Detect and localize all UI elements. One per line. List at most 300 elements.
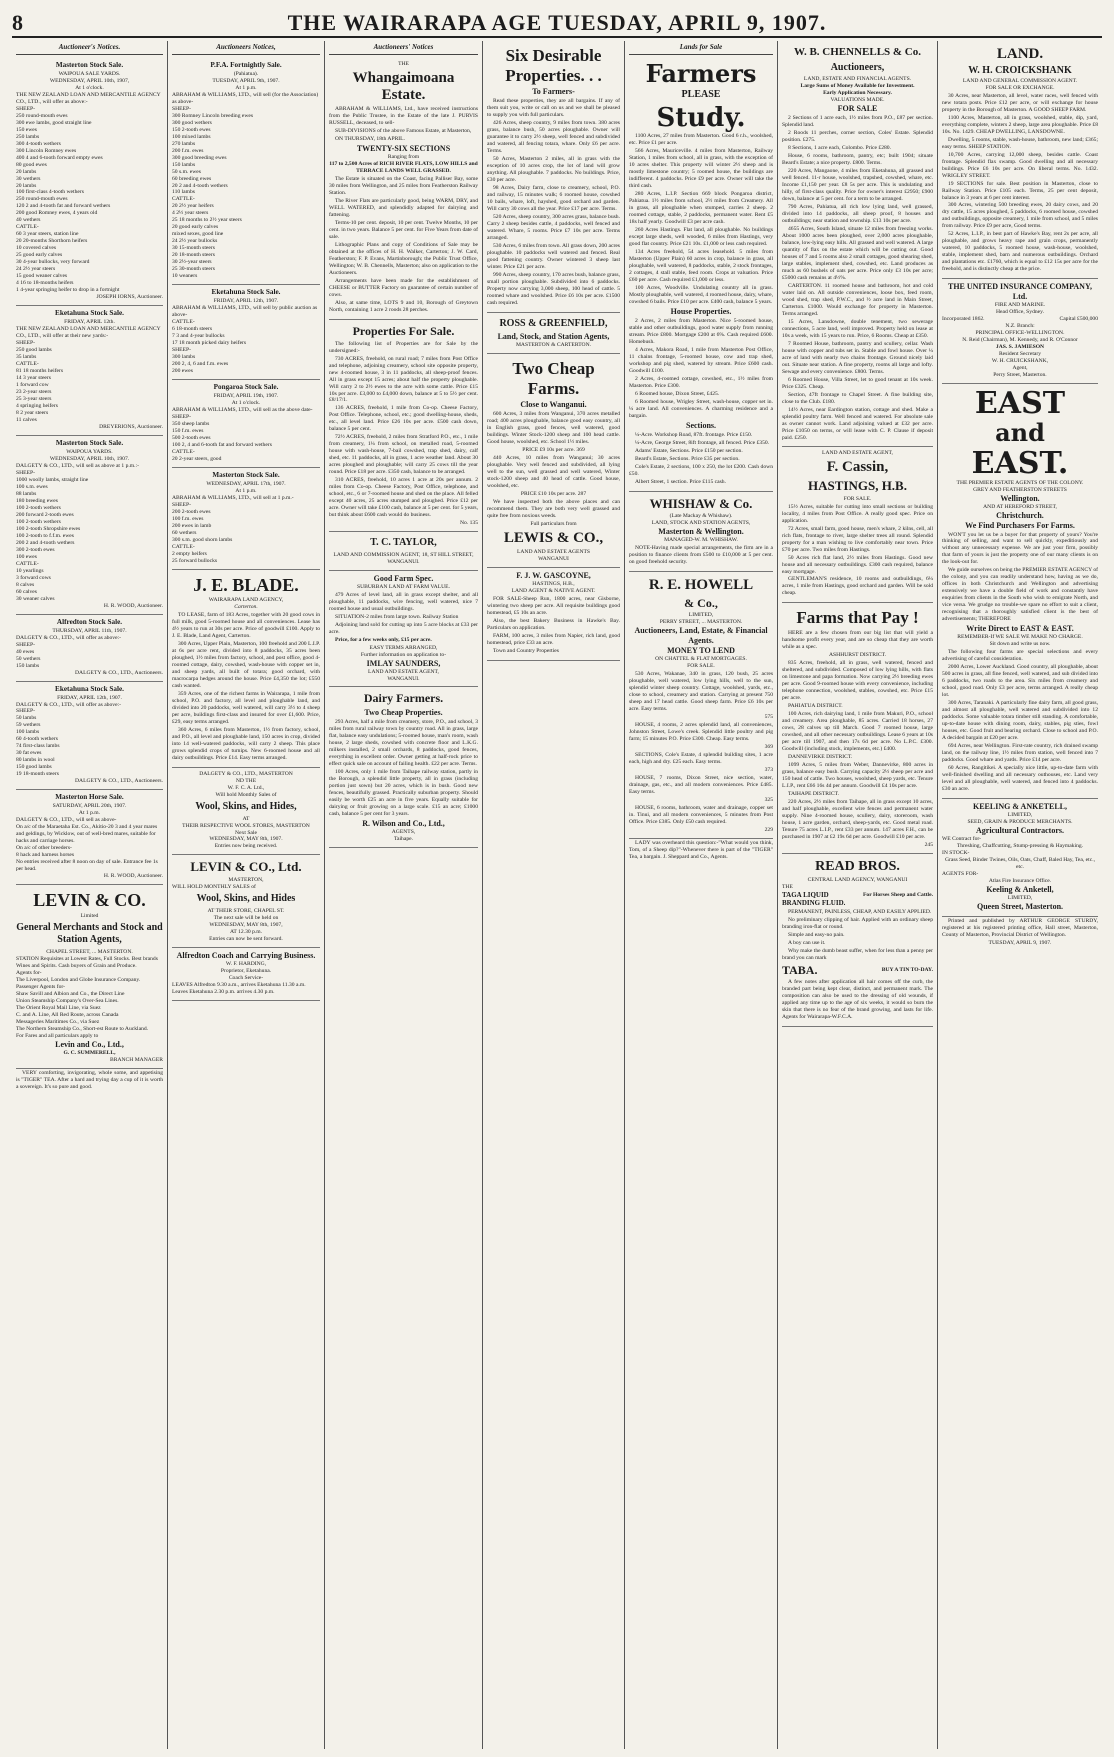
text-line: 20 good early calves	[172, 224, 219, 231]
text-line: 60 breeding ewes	[172, 175, 212, 182]
text-line: 200 2 and 4-tooth wethers	[16, 539, 75, 546]
text-line: 80 lambs in wool	[16, 757, 55, 764]
text-line: 20 lambs	[16, 168, 37, 175]
text-line: 2000 Acres, Lower Auckland. Good country, all ploughable, about 500 acres in grass, all fine fenced, well watered, and sub divided into 6 paddocks, two roads to the area. Six miles from creamery and school, good road. Only £3 per acre, terms arranged. A really cheap lot.	[942, 664, 1098, 699]
text-line: 694 Acres, near Wellington. First-rate country, rich drained swamp land, on the railway line, 1½ miles from station, well fenced into 7 paddocks. Good whare and yards. Price £14 per acre.	[942, 743, 1098, 764]
text-line: mixed sexes, good line	[172, 231, 224, 238]
text-line: 350 sheep lambs	[172, 421, 210, 428]
taylor-ad: T. C. TAYLOR, LAND AND COMMISSION AGENT, 18, ST HILL STREET, WANGANUI.	[329, 532, 478, 570]
text-line: 10,700 Acres, carrying 12,000 sheep, besides cattle. Coast frontage. Splendid flax swamp. Good dwelling and all necessary buildings. Price £6 10s per acre. On liberal terms. No. 1432. WRIGLEY STREET.	[942, 151, 1098, 179]
text-line: 50 wethers	[16, 655, 41, 662]
text-line: DALGETY & CO., LTD., will offer as above:-	[16, 701, 121, 708]
text-line: SHEEP-	[16, 105, 35, 112]
text-line: Lithographic Plans and copy of Conditions of Sale may be obtained at the offices of H. H. Walker, Carterton; J. W. Card, Featherston; F. P. Evans, Martinborough; the Public Trust Office, Wellington; W. B. Chennells, Masterton; also on application to the Auctioneers.	[329, 241, 478, 276]
text-line: 10 weaners	[172, 273, 198, 280]
text-line: 300 Romney Lincoln breeding ewes	[172, 112, 254, 119]
text-line: SHEEP-	[16, 708, 35, 715]
farmers-please-study: Farmers PLEASE Study. 1100 Acres, 27 miles from Masterton. Good 6 r.h., woolshed, etc. Price £1 per acre. 566 Acres, Mauriceville. 4 miles from Masterton, Railway Station, 1 miles from school, all in grass, with the exception of 10 acres shelter. This property will winter 2½ sheep and is mostly limestone country; 5 roomed house, the buildings are indifferent. 4 paddocks. Price £9 per acre. Owner will take the third cash. 280 Acres, L.I.P. Section 669 block Pongaroa district, Pahiatua. 1½ miles from school, 2½ miles from Creamery. All in grass, all ploughable when stumped, carries 2 sheep. 2 roomed cottage, stable, 2 paddocks, permanent water. Rent £5 18s half yearly. Goodwill £3 per acre cash. 260 Acres Hastings. Flat land, all ploughable. No buildings except large sheds, well wooded, 6 miles from Hastings, very good flat country. Price £21 10s. £1,000 or less cash required. 134 Acres freehold, 54 acres leasehold. 5 miles from Masterton (Upper Plain) 60 acres in crop, balance in grass, all ploughable, well watered, 8 paddocks, stable, 2 stock frontages, 2 cottages, 4 stall stable, feed room. Crops at valuation. Price £60 per acre. Cash required £1,000 or less. 100 Acres, Woodville. Undulating country all in grass. Mostly ploughable, well watered, 4 roomed house, dairy, whare, cowshed 6 bails. Price £10 per acre. £400 cash, balance 5 years. House Properties. 2 Acres, 2 miles from Masterton. Nice 5-roomed house, stable and other outbuildings, good water supply from running stream. Price £800. Mortgage £200 at 6%. Cash required £600. Homebush. 4 Acres, Makora Road, 1 mile from Masterton Post Office, 11 chains frontage, 5-roomed house, cow and trap shed, workshop and pig shed, watered by stream. Price £600 cash. Goodwill £100. 2 Acres, 4-roomed cottage, cowshed, etc., 1½ miles from Masterton. Price £300. 6 Roomed house, Dixon Street, £425. 6 Roomed house, Wrigley Street, wash-house, copper set in. ¼ acre land. All conveniences. A charming residence and a bargain. Sections. ¼-Acre. Workshop Road, 87ft. frontage. Price £150. ¼-Acre, George Street, 8ift frontage, all fenced. Price £350. Adams' Estate, Sections. Price £150 per section. Beard's Estate, Sections. Price £35 per section. Cole's Estate, 2 sections, 100 x 250, the lot £200. Cash down £50. Albert Street, 1 section. Price £115 cash.	[629, 58, 773, 492]
text-line: CARTERTON. 11 roomed house and bathroom, hot and cold water laid on. All outside conveniences, loose box, feed room, wood shed, trap shed, P.W.C., and ½ acre land in Main Street, Carterton. £1000. Would exchange for property in Masterton. Terms arranged.	[782, 282, 933, 317]
text-line: HOUSE, 6 rooms, bathroom, water and drainage, copper set in. Tinui, and all modern conveniences, 5 minutes from Post Office. Price £385. Only £50 cash required.	[629, 805, 773, 826]
text-line: 300 Acres, wintering 500 breeding ewes, 20 dairy cows, and 20 dry cattle, 15 acres ploughed, 5 paddocks, 6 roomed house, cowshed and outbuildings, opposite creamery, 1 mile from school, and 5 miles from railway. Price £9 per acre, Good terms.	[942, 202, 1098, 230]
alfredton-stock-sale: Alfredton Stock Sale. THURSDAY, APRIL 11th, 1907. DALGETY & CO., LTD., will offer as above:- SHEEP- 40 ewes 50 wethers 150 lambs DALGETY & CO., LTD., Auctioneers.	[16, 615, 163, 682]
text-line: SHEEP-	[16, 641, 35, 648]
text-line: Passenger Agents for-	[16, 983, 65, 990]
text-line: 200 2, 4, 6 and f.m. ewes	[172, 361, 229, 368]
text-line: HOUSE, 4 rooms, 2 acres splendid land, all conveniences, Johnston Street, Lowe's creek. Splendid little poultry and pig farm; 15 minutes P.O. Price £300. Cheap. Easy terms.	[629, 722, 773, 743]
text-line: 60 Acres, Rangitikei. A specially nice little, up-to-date farm with well-finished dwelling and all necessary outhouses, etc. Land very level and all ploughable, well watered, and fenced into 4 paddocks. £30 an acre.	[942, 765, 1098, 792]
text-line: CATTLE-	[16, 361, 39, 368]
text-line: PAHIATUA DISTRICT.	[788, 702, 843, 709]
gascoyne-ad: F. J. W. GASCOYNE, HASTINGS, H.B., LAND AGENT & NATIVE AGENT. FOR SALE-Sheep Run, 1800 acres, near Gisborne, wintering two sheep per acre. All requisite buildings good homestead, £5 10s an acre. Also, the best Bakery Business in Hawke's Bay. Particulars on application. FARM, 100 acres, 3 miles from Napier, rich land, good homestead, price £33 an acre. Town and Country Properties	[487, 568, 620, 661]
text-line: The Northern Steamship Co., Short-est Route to Auckland.	[16, 1025, 149, 1032]
text-line: 300 s.m. good shorn lambs	[172, 536, 233, 543]
howell-ad: R. E. HOWELL & Co., LIMITED, PERRY STREET, ... MASTERTON. Auctioneers, Land, Estate, & Financial Agents. MONEY TO LEND ON CHATTEL & FLAT MORTGAGES. FOR SALE. 530 Acres, Wakanae, 340 in grass, 120 bush, 25 acres ploughable, well watered, low lying hills, well to the sun, splendid winter sheep country. Cottage, woolshed, yards, etc., close to school, creamery and station. Carrying at present 750 sheep and 17 head cattle. Good sheep farm. Price £6 10s per acre. Easy terms. 575 HOUSE, 4 rooms, 2 acres splendid land, all conveniences, Johnston Street, Lowe's creek. Splendid little poultry and pig farm; 15 minutes P.O. Price £300. Cheap. Easy terms. 369 SECTIONS, Cole's Estate, 4 splendid building sites, 1 acre each, high and dry. £25 each. Easy terms. 373 HOUSE, 7 rooms, Dixon Street, nice section, water, drainage, gas, etc., and all modern conveniences. Price £485. Easy terms. 325 HOUSE, 6 rooms, bathroom, water and drainage, copper set in. Tinui, and all modern conveniences, 5 minutes from Post Office. Price £385. Only £50 cash required. 229	[629, 572, 773, 839]
text-line: 2 Sections of 1 acre each, 1½ miles from P.O., £87 per section. Splendid land.	[782, 115, 933, 129]
text-line: THE NEW ZEALAND LOAN AND MERCANTILE AGENCY CO., LTD., will offer at their new yards:-	[16, 326, 161, 340]
text-line: SHEEP-	[172, 414, 191, 421]
text-line: 10 covered calves	[16, 245, 57, 252]
text-line: 300 Lincoln Romney ewes	[16, 147, 77, 154]
page-number: 8	[12, 10, 23, 35]
text-line: 2 empty heifers	[172, 550, 207, 557]
text-line: Agents for-	[16, 969, 42, 976]
text-line: DALGETY & CO., LTD., will sell as above at 1 p.m.:-	[16, 462, 139, 469]
text-line: 300 good wethers	[172, 119, 212, 126]
imprint-date: TUESDAY, APRIL 9, 1907.	[988, 939, 1052, 946]
text-line: 1 forward cow	[16, 382, 49, 389]
text-line: 150 f.m. ewes	[172, 428, 204, 435]
text-line: 35 lambs	[16, 354, 37, 361]
text-line: 30 wethers	[16, 175, 41, 182]
text-line: 790 Acres, Pahiatua, all rich low lying land, well grassed, divided into 14 paddocks, all sheep proof, 8 houses and outbuildings; near station and township. £13 10s per acre.	[782, 204, 933, 224]
text-line: Simple and easy-no pain.	[788, 932, 845, 939]
text-line: 300 4-tooth wethers	[16, 140, 61, 147]
text-line: 60 wethers	[172, 529, 197, 536]
text-line: 40 ewes	[16, 648, 35, 655]
dalgety-wool-sales: DALGETY & CO., LTD., MASTERTON ND THE W. F. C. A. Ltd., Will hold Monthly Sales of Wool, Skins, and Hides, AT THEIR RESPECTIVE WOOL STORES, MASTERTON Next Sale WEDNESDAY, MAY 8th, 1907. Entries now being received.	[172, 768, 320, 855]
text-line: ND THE	[235, 778, 257, 785]
text-line: 20 20-months Shorthorn heifers	[16, 238, 88, 245]
text-line: TO LEASE, farm of 183 Acres, together with 20 good cows in full milk, good 5-roomed house and all conveniences. Lease has 4½ years to run at 30s per acre. Price of goodwill £100. Apply to J. E. Blade, Land Agent, Carterton.	[172, 612, 320, 640]
text-line: 200 2-tooth ewes	[172, 508, 211, 515]
text-line: 835 Acres, freehold, all in grass, well watered, fenced and sheltered, and subdivided. Composed of low lying hills, with flats on limestone and papa formation. Now carrying 2½ breeding ewes per acre. Good 9-roomed house with every convenience, including telephone connection, woolshed, stables, cowshed, etc. Price £15 per acre.	[782, 659, 933, 701]
text-line: 100 first-class 4-tooth wethers	[16, 189, 84, 196]
text-line: The Liverpool, London and Globe Insurance Company.	[16, 976, 141, 983]
text-line: 40 wethers	[16, 217, 41, 224]
masterton-stock-sale: Masterton Stock Sale. WAIPOUA SALE YARDS. WEDNESDAY, APRIL 10th, 1907, At 1 o'clock. THE NEW ZEALAND LOAN AND MERCANTILE AGENCY CO., LTD., will offer as above:- SHEEP- 250 round-mouth ewes 300 ewe lambs, good straight line 150 ewes 250 lambs 300 4-tooth wethers 300 Lincoln Romney ewes 400 4 and 6-tooth forward empty ewes 80 good ewes 20 lambs 30 wethers 20 lambs 100 first-class 4-tooth wethers 250 round-mouth ewes 120 2 and 4-tooth fat and forward wethers 200 good Romney ewes, 4 years old 40 wethers CATTLE- 60 3 year steers, station line 20 20-months Shorthorn heifers 10 covered calves 25 good early calves 30 4-year bullocks, very forward 24 2½ year steers 15 good weaner calves 4 16 to 18-months heifers 1 4-year springing heifer to drop in a fortnight JOSEPH IORNS, Auctioneer.	[16, 58, 163, 306]
columns	[12, 41, 1102, 1749]
text-line: 7 3 and 4-year bullocks	[172, 333, 225, 340]
coach-service: Alfredton Coach and Carrying Business. W. F. HARDING, Proprietor, Eketahuna. Coach Service- LEAVES Alfredton 9.30 a.m., arrives Eketahuna 11.30 a.m. Leaves Eketahuna 2.30 p.m. arrives 4.30 p.m.	[172, 948, 320, 1001]
text-line: 1100 Acres, Masterton, all in grass, woolshed, stable, dip, yard, everything complete, winters 2 sheep, large area ploughable. Price £8 10s. No. 1429. CHEAP DWELLING, LANSDOWNE.	[942, 114, 1098, 135]
text-line: 300 Acres, Taranaki. A particularly fine dairy farm, all good grass, and almost all ploughable, well watered and subdivided into 12 paddocks. Some valuable totara timber still standing. A comfortable, up-to-date house with dining room, dairy, stables, pig sties, fowl houses, etc. Good fruit and bearing orchard. Close to school and P.O. A decided bargain at £20 per acre.	[942, 700, 1098, 742]
text-line: 730 ACRES, freehold, on rural road; 7 miles from Post Office and telephone, adjoining creamery, school site opposite property, new 4-roomed house, 3 in 11 paddocks, all sheep-proof fences. All in grass except 15 acres; about half the property ploughable. Will carry 2 to 2½ ewes to the acre with some cattle. Price £15 10s per acre. £3,000 to £4,000 down, balance at 5 to 5½ per cent. £8/17/1.	[329, 355, 478, 404]
text-line: 200 forward 2-tooth ewes	[16, 511, 74, 518]
text-line: 14½ Acres, near Eardington station, cottage and shed. Make a splendid poultry farm. Well fenced and watered. For absolute sale as owner cannot work. Land adjoining valued at £32 per acre. Price £1050 on terms, or will lease with C. P. Clause if deposit paid. £250.	[782, 406, 933, 441]
text-line: SHEEP-	[172, 501, 191, 508]
text-line: 74 first-class lambs	[16, 743, 60, 750]
text-line: 136 ACRES, freehold, 1 mile from Co-op. Cheese Factory, Post Office. Telephone, school, etc.; good dwelling-house, sheds, etc., all level land. Price £26 10s per acre. £500 cash down, balance 5 per cent.	[329, 405, 478, 433]
text-line: PERMANENT, PAINLESS, CHEAP, AND EASILY APPLIED.	[788, 909, 932, 916]
cassin-ad: LAND AND ESTATE AGENT, F. Cassin, HASTINGS, H.B. FOR SALE. 15½ Acres, suitable for cutting into small sections or building locality, 4 miles from Post Office. A really good spec. Price on application. 72 Acres, small farm, good house, men's whare, 2 kilns, cell, all rich flats, frontage to river, large shelter trees all round. Splendid property for a man wishing to live comfortably near town. Price £70 per acre. Two miles from Hastings. 50 Acres rich flat land, 2½ miles from Hastings. Good new house and all necessary outbuildings. £300 cash required, balance easy mortgage. GENTLEMAN'S residence, 10 rooms and outbuildings, 6¼ acres, 1 mile from Hastings, good orchard and garden. Will be sold cheap.	[782, 447, 933, 603]
text-line: 100 2-tooth wethers	[16, 504, 61, 511]
text-line: 52 Acres, L.I.P., in best part of Hawke's Bay, rent 2s per acre, all ploughable, and grows heavy rape and grain crops, permanently watered, 10 paddocks, 5 roomed house, wash-house, woolshed, stable, implement shed, barn and numerous outbuildings. Orchard and plantations etc. £1760, which is equal to £12 15s per acre for the freehold, and is distinctly cheap at the price.	[942, 231, 1098, 273]
text-line: 4 16 to 18-months heifers	[16, 280, 74, 287]
text-line: LEAVES Alfredton 9.30 a.m., arrives Eketahuna 11.30 a.m.	[172, 981, 306, 988]
text-line: 8 calves	[16, 581, 35, 588]
text-line: 100 2, 4 and 6-tooth fat and forward wethers	[172, 442, 272, 448]
text-line: 72 Acres, small farm, good house, men's whare, 2 kilns, cell, all rich flats, frontage to river, large shelter trees all round. Splendid property for a man wishing to live comfortably near town. Price £70 per acre. Two miles from Hastings.	[782, 525, 933, 553]
text-line: 19 18-month steers	[16, 771, 59, 778]
text-line: 6 Roomed House, Villa Street, let to good tenant at 10s week. Price £325. Cheap.	[782, 376, 933, 390]
text-line: 20 lambs	[16, 182, 37, 189]
text-line: CATTLE-	[16, 560, 39, 567]
text-line: 14 3 year steers	[16, 375, 51, 382]
text-line: 100 f.m. ewes	[172, 515, 204, 522]
text-line: 24 2½ year bullocks	[172, 238, 218, 245]
text-line: ¼-Acre, George Street, 8ift frontage, all fenced. Price £350.	[635, 439, 770, 446]
text-line: Adams' Estate, Sections. Price £150 per section.	[635, 447, 743, 454]
text-line: 88 lambs	[16, 490, 37, 497]
text-line: 520 Acres, sheep country, 300 acres grass, balance bush. Carry 2 sheep besides cattle, 4 paddocks, well fenced and watered. Whare, 5 rooms. Price £7 10s per acre. Terms arranged.	[487, 213, 620, 241]
text-line: Union Steamship Company's Over-Sea Lines.	[16, 997, 119, 1004]
text-line: SHEEP-	[172, 347, 191, 354]
text-line: Adjoining land sold for cutting up into 5 acre blocks at £33 per acre.	[329, 621, 478, 635]
column-3	[325, 41, 483, 1749]
text-line: 80 good ewes	[16, 161, 47, 168]
text-line: 360 Acres, 6 miles from Masterton, 1½ from factory, school, and P.O., all level and ploughable land, 150 acres in crop, divided into 14 well-watered paddocks, will carry 2 sheep. This place grows splendid crops of turnips. New 6-roomed house and all dairy outbuildings. Price £14. Easy terms arranged.	[172, 727, 320, 762]
text-line: SUB-DIVISIONS of the above Famous Estate, at Masterton,	[335, 128, 472, 135]
text-line: DALGETY & CO., LTD., will sell as above-	[16, 817, 117, 824]
text-line: 50 lambs	[16, 715, 37, 722]
text-line: 310 ACRES, freehold, 10 acres 1 acre at 20s per annum. 2 miles from Co-op. Cheese Factory, Post Office, telephone, and school, etc., 6 or 7-roomed house and shed on the place. All felled except 40 acres, 25 acres stumped and ploughed. Price £12 per acre. Owner will take £100 cash, balance at 5 per cent. for 5 years, but think about £600 cash would do business.	[329, 477, 478, 519]
text-line: 30 fat ewes	[16, 750, 42, 757]
text-line: 134 Acres freehold, 54 acres leasehold. 5 miles from Masterton (Upper Plain) 60 acres in crop, balance in grass, all ploughable, well watered, 8 paddocks, stable, 2 stock frontages, 2 cottages, 4 stall stable, feed room. Crops at valuation. Price £60 per acre. Cash required £1,000 or less.	[629, 248, 773, 283]
text-line: 100 Acres, rich dairying land, 1 mile from Makuri, P.O., school and creamery. Area ploughable, 85 acres. Carried 18 horses, 27 cows, 28 calves up till March. Good 7 roomed house, large cowshed, and all other necessary outbuildings. Lease 6 years at 10s per acre till 1907, and then 17s 6d per acre. No L.P.C. £300. Goodwill (including stock, implements, etc.) £400.	[782, 710, 933, 752]
text-line: 100 2-tooth Shropshire ewes	[16, 525, 81, 532]
text-line: 270 lambs	[172, 140, 196, 147]
text-line: 280 Acres, L.I.P. Section 669 block Pongaroa district, Pahiatua. 1½ miles from school, 2½ miles from Creamery. All in grass, all ploughable when stumped, carries 2 sheep. 2 roomed cottage, stable, 2 paddocks, permanent water. Rent £5 18s half yearly. Goodwill £3 per acre cash.	[629, 191, 773, 226]
ref-number: 575	[764, 714, 773, 721]
text-line: Also, the best Bakery Business in Hawke's Bay. Particulars on application.	[487, 618, 620, 632]
farms-that-pay: Farms that Pay ! HERE are a few chosen from our big list that will yield a handsome profit every year, and are so cheap that they are worth while as a spec. ASHHURST DISTRICT. 835 Acres, freehold, all in grass, well watered, fenced and sheltered, and subdivided. Composed of low lying hills, with flats on limestone and papa formation. Now carrying 2½ breeding ewes per acre. Good 9-roomed house with every convenience, including telephone connection, woolshed, stables, cowshed, etc. Price £15 per acre. PAHIATUA DISTRICT. 100 Acres, rich dairying land, 1 mile from Makuri, P.O., school and creamery. Area ploughable, 85 acres. Carried 18 horses, 27 cows, 28 calves up till March. Good 7 roomed house, large cowshed, and all other necessary outbuildings. Lease 6 years at 10s per acre till 1907, and then 17s 6d per acre. No L.P.C. £300. Goodwill (including stock, implements, etc.) £400. DANNEVIRKE DISTRICT. 1099 Acres, 5 miles from Weber, Dannevirke, 800 acres in grass, balance easy bush. Carrying capacity 2½ sheep per acre and 150 head of cattle. Two houses, woolshed, sheep yards, etc. Tenure L.I.P., rent £66 16s 4d per annum. Goodwill £4 10s per acre. TAIHAPE DISTRICT. 220 Acres, 2½ miles from Taihape, all in grass except 10 acres, and half ploughable, excellent wire fences and permanent water supply. Nine 4-roomed house, scullery, dairy, storeroom, wash house, 1 acre garden, orchard, sheep-yards, etc. Good metal road. Tenure 75 acres L.I.P., rent £33 per annum. 147 acres F.H., can be purchased in 1907 at £2 19s 6d per acre. Goodwill £10 per acre. 245	[782, 603, 933, 853]
text-line: 30 15-month steers	[172, 245, 215, 252]
text-line: 60 4-tooth wethers	[16, 736, 58, 743]
text-line: 200 ewes	[172, 368, 193, 375]
text-line: C. and A. Line, All Red Route, across Canada	[16, 1011, 119, 1018]
text-line: CATTLE-	[172, 543, 195, 550]
column-header: Auctioneers Notices,	[172, 41, 320, 55]
text-line: DANNEVIRKE DISTRICT.	[788, 753, 853, 760]
text-line: GENTLEMAN'S residence, 10 rooms and outbuildings, 6¼ acres, 1 mile from Hastings, good orchard and garden. Will be sold cheap.	[782, 576, 933, 597]
text-line: 250 round-mouth ewes	[16, 112, 68, 119]
text-line: 180 breeding ewes	[16, 497, 58, 504]
ref-number: 229	[764, 827, 773, 834]
text-line: 30 4-year bullocks, very forward	[16, 259, 90, 266]
text-line: 50 s.m. ewes	[172, 168, 201, 175]
text-line: A boy can use it.	[788, 940, 826, 947]
text-line: 400 4 and 6-tooth forward empty ewes	[16, 154, 103, 161]
two-cheap-farms: Two Cheap Farms. Close to Wanganui. 600 Acres, 3 miles from Wanganui, 370 acres metalled road; 400 acres ploughable, balance good easy country, all in English grass, good fences, well watered, good buildings. Winter Stock-1200 sheep and 100 head cattle. Good house, woolshed, etc. School 1½ miles. PRICE £9 10s per acre. 369 440 Acres, 10 miles from Wanganui; 30 acres ploughable. Very well fenced and subdivided, all lying well to the sun, well grassed and well watered, Winter stock-1200 sheep and 40 head of cattle. Good house, woolshed, etc. PRICE £10 10s per acre. 287 We have inspected both the above places and can recommend them. They are both very well grassed and quite free from noxious weeds. Full particulars from LEWIS & CO., LAND AND ESTATE AGENTS WANGANUI	[487, 354, 620, 568]
text-line: DALGETY & CO., LTD., will offer as above:-	[16, 634, 121, 641]
text-line: SITUATION-2 miles from large town. Railway Station	[335, 613, 459, 620]
text-line: 25 3-year steers	[16, 396, 52, 403]
text-line: 25 30-month steers	[172, 266, 215, 273]
text-line: 100 s.m. ewes	[16, 483, 48, 490]
text-line: 120 2 and 4-tooth fat and forward wethers	[16, 203, 111, 210]
text-line: 100 ewes	[16, 553, 37, 560]
text-line: 4655 Acres, South Island, situate 12 miles from freezing works. About 1000 acres been ploughed, over 2,000 acres ploughable, balance, low-lying easy hills. All grassed and well watered. A large quantity of flax on the estate which will be cutting out. Good houses of 7 and 5 rooms also 2 small cottages, good shearing shed, large stables, implement shed, cowshed, etc. Land produces as much as 60 bushels of oats per acre. Price only £3 10s per acre; £5000 cash remains at 4½%.	[782, 225, 933, 281]
text-line: 1000 woolly lambs, straight line	[16, 476, 89, 483]
text-line: CATTLE-	[16, 224, 39, 231]
text-line: 4 2½ year steers	[172, 210, 209, 217]
text-line: ON THURSDAY, 18th APRIL.	[335, 136, 405, 143]
text-line: FARM, 100 acres, 3 miles from Napier, rich land, good homestead, price £33 an acre.	[487, 633, 620, 647]
text-line: CATTLE-	[172, 319, 195, 326]
text-line: 100 2-tooth wethers	[16, 518, 61, 525]
text-line: 1 4-year springing heifer to drop in a fortnight	[16, 287, 120, 294]
ross-greenfield-ad: ROSS & GREENFIELD, Land, Stock, and Station Agents, MASTERTON & CARTERTON.	[487, 313, 620, 354]
text-line: THE NEW ZEALAND LOAN AND MERCANTILE AGENCY CO., LTD., will offer as above:-	[16, 91, 161, 105]
text-line: 100 Acres, Woodville. Undulating country all in grass. Mostly ploughable, well watered, 4 roomed house, dairy, whare, cowshed 6 bails. Price £10 per acre. £400 cash, balance 5 years.	[629, 284, 773, 305]
text-line: 98 Acres, Dairy farm, close to creamery, school, P.O. and railway, 15 minutes walk; 6 roomed house, cowshed 10 bails, whare, loft, hayshed, good orchard and garden. Will carry 30 cows all the year. Price £17 per acre. Terms.	[487, 184, 620, 212]
text-line: Will hold Monthly Sales of	[215, 792, 277, 799]
text-line: 11 calves	[16, 417, 37, 424]
text-line: 10 yearlings	[16, 567, 44, 574]
text-line: 300 2-tooth ewes	[16, 546, 55, 553]
croickshank-ad: LAND. W. H. CROICKSHANK LAND AND GENERAL COMMISSION AGENT. FOR SALE OR EXCHANGE. 30 Acres, near Masterton, all level, water races, well fenced with new totara posts. Price £12 per acre, or will exchange for house property in the Borough of Masterton. A GOOD SHEEP FARM. 1100 Acres, Masterton, all in grass, woolshed, stable, dip, yard, everything complete, winters 2 sheep, large area ploughable. Price £8 10s. No. 1429. CHEAP DWELLING, LANSDOWNE. Dwelling, 5 rooms, stable, wash-house, bathroom, new land; £365; easy terms. SHEEP STATION. 10,700 Acres, carrying 12,000 sheep, besides cattle. Coast frontage. Splendid flax swamp. Good dwelling and all necessary buildings. Price £6 10s per acre. On liberal terms. No. 1432. WRIGLEY STREET. 19 SECTIONS for sale. Best position in Masterton, close to Railway Station. Price £105 each. Terms, 25 per cent deposit, balance in 3 years at 6 per cent interest. 300 Acres, wintering 500 breeding ewes, 20 dairy cows, and 20 dry cattle, 15 acres ploughed, 5 paddocks, 6 roomed house, cowshed and outbuildings, opposite creamery, 1 mile from school, and 5 miles from railway. Price £9 per acre, Good terms. 52 Acres, L.I.P., in best part of Hawke's Bay, rent 2s per acre, all ploughable, and grows heavy rape and grain crops, permanently watered, 10 paddocks, 5 roomed house, wash-house, woolshed, stable, implement shed, barn and numerous outbuildings. Orchard and plantations etc. £1760, which is equal to £12 15s per acre for the freehold, and is distinctly cheap at the price.	[942, 41, 1098, 279]
text-line: 17 18 month picked dairy heifers	[172, 340, 247, 347]
text-line: 20 2½ year heifers	[172, 203, 214, 210]
text-line: 60 calves	[16, 588, 37, 595]
text-line: ABRAHAM & WILLIAMS, LTD., will sell (for the Association) as above-	[172, 91, 319, 105]
text-line: 2 Roods 11 perches, corner section, Coles' Estate. Splendid position. £275.	[782, 130, 933, 144]
text-line: Also, at same time, LOTS 9 and 10, Borough of Greytown North, containing 1 acre 2 roods 28 perches.	[329, 299, 478, 313]
text-line: ABRAHAM & WILLIAMS, Ltd., have received instructions from the Public Trustee, in the Estate of the late J. PURVIS RUSSELL, deceased, to sell-	[329, 106, 478, 127]
text-line: Section, 47ft frontage to Chapel Street. A fine building site, close to the Club. £180.	[782, 391, 933, 405]
text-line: 2 Acres, 2 miles from Masterton. Nice 5-roomed house, stable and other outbuildings, good water supply from running stream. Price £800. Mortgage £200 at 6%. Cash required £600. Homebush.	[629, 317, 773, 345]
text-line: 250 round-mouth ewes	[16, 196, 68, 203]
text-line: 30 weaner calves	[16, 595, 55, 602]
text-line: 50 Acres rich flat land, 2½ miles from Hastings. Good new house and all necessary outbuildings. £300 cash required, balance easy mortgage.	[782, 554, 933, 575]
tiger-notice: LADY was overheard this question:-"What would you think, Tom, of a Sheep dip?"-Whenever there is part of the "TIGER" Tea, a bargain. J. Sheppard and Co., Agents.	[629, 840, 773, 860]
text-line: 479 Acres of level land, all in grass except shelter, and all ploughable, 11 paddocks, wire fencing, well watered, nice 7 roomed house and usual outbuildings.	[329, 591, 478, 612]
ref-number: 325	[764, 797, 773, 804]
good-farm-spec: Good Farm Spec. SUBURBAN LAND AT FARM VALUE. 479 Acres of level land, all in grass except shelter, and all ploughable, 11 paddocks, wire fencing, well watered, nice 7 roomed house and usual outbuildings. SITUATION-2 miles from large town. Railway Station Adjoining land sold for cutting up into 5 acre blocks at £33 per acre. Price, for a few weeks only, £15 per acre. EASY TERMS ARRANGED, Further information on application to- IMLAY SAUNDERS, LAND AND ESTATE AGENT, WANGANUI.	[329, 571, 478, 688]
text-line: ABRAHAM & WILLIAMS, LTD., will sell as the above date-	[172, 407, 313, 414]
column-header: Auctioneers' Notices	[329, 41, 478, 55]
ref-number: 373	[764, 767, 773, 774]
text-line: 20 2 and 4-tooth wethers	[172, 182, 228, 189]
text-line: 4 springing heifers	[16, 403, 58, 410]
levin-co-ad: LEVIN & CO. Limited General Merchants and Stock and Station Agents, CHAPEL STREET, ... MASTERTON. STATION Requisites at Lowest Rates, Full Stocks. Best brands Wines and Spirits. Cash buyers of Grain and Produce. Agents for- The Liverpool, London and Globe Insurance Company. Passenger Agents for- Shaw Savill and Albion and Co., the Direct Line Union Steamship Company's Over-Sea Lines. The Orient Royal Mail Line, via Suez C. and A. Line, All Red Route, across Canada Messageries Maritimes Co., via Suez The Northern Steamship Co., Short-est Route to Auckland. For Fares and all particulars apply to Levin and Co., Ltd., G. C. SUMMERELL, BRANCH MANAGER	[16, 885, 163, 1068]
text-line: 300 good breeding ewes	[172, 154, 227, 161]
text-line: Dwelling, 5 rooms, stable, wash-house, bathroom, new land; £365; easy terms. SHEEP STATION.	[942, 136, 1098, 150]
text-line: 24 2½ year steers	[16, 266, 56, 273]
text-line: Messageries Maritimes Co., via Suez	[16, 1018, 100, 1025]
blade-ad: J. E. BLADE. WAIRARAPA LAND AGENCY, Carterton. TO LEASE, farm of 183 Acres, together with 20 good cows in full milk, good 5-roomed house and all conveniences. Lease has 4½ years to run at 30s per acre. Price of goodwill £100. Apply to J. E. Blade, Land Agent, Carterton. 300 Acres, Upper Plain, Masterton, 100 freehold and 200 L.I.P. at 6s per acre rent, divided into 8 paddocks, 35 acres been ploughed, 1½ miles from factory, school, and post office, good 4-roomed cottage, dairy, cowshed, wash-house with copper set in, and sheep yards, all built of totara; good orchard, with macrocarpa hedges around the house. Price £4,350 the lot; £550 cash wanted. 359 Acres, one of the richest farms in Wairarapa, 1 mile from school, P.O. and factory, all level and ploughable land, and divided into 20 paddocks, well watered, will carry 3½ to 4 sheep per acre, buildings first-class and insured for over £1,600. Price, £29, easy terms arranged. 360 Acres, 6 miles from Masterton, 1½ from factory, school, and P.O., all level and ploughable land, 150 acres in crop, divided into 14 well-watered paddocks, will carry 2 sheep. This place grows splendid crops of turnips. New 6-roomed house and all dairy outbuildings. Price £14. Easy terms arranged.	[172, 570, 320, 768]
text-line: 150 lambs	[172, 161, 196, 168]
eketahuna-sale: Eketahuna Stock Sale. FRIDAY, APRIL 12th, 1907. ABRAHAM & WILLIAMS, LTD., will sell by public auction as above- CATTLE- 6 18-month steers 7 3 and 4-year bullocks 17 18 month picked dairy heifers SHEEP- 300 lambs 200 2, 4, 6 and f.m. ewes 200 ewes	[172, 285, 320, 380]
text-line: ABRAHAM & WILLIAMS, LTD., will sell at 1 p.m.-	[172, 494, 294, 501]
text-line: 150 2-tooth ewes	[172, 126, 211, 133]
text-line: 81 18 months heifers	[16, 368, 64, 375]
text-line: 25 forward bullocks	[172, 557, 218, 564]
text-line: 100 lambs	[16, 729, 40, 736]
text-line: 200 good Romney ewes, 4 years old	[16, 210, 98, 217]
text-line: Why make the dumb beast suffer, when for less than a penny per brand you can mark	[782, 948, 933, 961]
text-line: FOR SALE-Sheep Run, 1800 acres, near Gisborne, wintering two sheep per acre. All requisite buildings good homestead, £5 10s an acre.	[487, 596, 620, 617]
text-line: 150 good lambs	[16, 764, 52, 771]
masterton-horse-sale: Masterton Horse Sale. SATURDAY, APRIL 20th, 1907. At 1 p.m. DALGETY & CO., LTD., will sell as above- On a/c of the Maraetaha Est. Co., Akitio-20 3 and 4 year mares and geldings, by Wicklow, out of well-bred mares, suitable for hacks and carriage horses. On a/c of other breeders- 8 hack and harness horses No entries received after 8 noon on day of sale. Entrance fee 1s per head. H. R. WOOD, Auctioneer.	[16, 790, 163, 885]
text-line: 220 Acres, Mangaone, 4 miles from Eketahuna, all grassed and well fenced. 11-r house, woolshed, trapshed, cowshed, whare, etc. Income £1,150 per year. £8 5s per acre. This is undulating and hilly, of first-class quality. Price for owner's interest £2950; £900 down, balance at 5 per cent. for a term to be arranged.	[782, 168, 933, 203]
text-line: 100 Acres, only 1 mile from Taihape railway station, partly in the Borough, a splendid little property, all in grass (including portion just sown) but 20 acres, which is in bush. Good new fences, beautifully grassed. Practically suburban property. Should easily be worth £25 an acre in five years. Equally suitable for dairying or fruit growing on a large scale. £15 an acre; £1000 cash, balance 5 per cent for 3 years.	[329, 769, 478, 818]
text-line: 200 f.m. ewes	[172, 147, 204, 154]
text-line: For Fares and all particulars apply to	[16, 1032, 99, 1039]
text-line: 566 Acres, Mauriceville. 4 miles from Masterton, Railway Station, 1 miles from school, all in grass, with the exception of 10 acres shelter. This property will winter 2½ sheep and is mostly limestone country; 5 roomed house, the buildings are indifferent. 4 paddocks. Price £9 per acre. Owner will take the third cash.	[629, 148, 773, 190]
text-line: 530 Acres, 6 miles from town. All grass down, 200 acres ploughable. 10 paddocks well watered and fenced. Real good fattening country. Owner wintered 3 sheep last winter. Price £21 per acre.	[487, 242, 620, 270]
text-line: 1099 Acres, 5 miles from Weber, Dannevirke, 800 acres in grass, balance easy bush. Carrying capacity 2½ sheep per acre and 150 head of cattle. Two houses, woolshed, sheep yards, etc. Tenure L.I.P., rent £66 16s 4d per annum. Goodwill £4 10s per acre.	[782, 761, 933, 789]
text-line: ¼-Acre. Workshop Road, 87ft. frontage. Price £150.	[635, 431, 753, 438]
text-line: 30 Acres, near Masterton, all level, water races, well fenced with new totara posts. Price £12 per acre, or will exchange for house property in the Borough of Masterton. A GOOD SHEEP FARM.	[942, 92, 1098, 113]
text-line: 359 Acres, one of the richest farms in Wairarapa, 1 mile from school, P.O. and factory, all level and ploughable land, and divided into 20 paddocks, well watered, will carry 3½ to 4 sheep per acre, buildings first-class and insured for over £1,600. Price, £29, easy terms arranged.	[172, 691, 320, 726]
text-line: SECTIONS, Cole's Estate, 4 splendid building sites, 1 acre each, high and dry. £25 each. Easy terms.	[629, 752, 773, 766]
text-line: Albert Street, 1 section. Price £115 cash.	[635, 478, 726, 485]
text-line: 150 ewes	[16, 126, 37, 133]
text-line: 150 lambs	[16, 662, 40, 669]
text-line: 6 18-month steers	[172, 326, 213, 333]
text-line: 25 18 months to 2½ year steers	[172, 217, 242, 224]
text-line: Cole's Estate, 2 sections, 100 x 250, the lot £200. Cash down £50.	[629, 463, 773, 477]
text-line: 15½ Acres, suitable for cutting into small sections or building locality, 4 miles from Post Office. A really good spec. Price on application.	[782, 503, 933, 524]
properties-for-sale: Properties For Sale. The following list of Properties are for Sale by the undersigned:- 730 ACRES, freehold, on rural road; 7 miles from Post Office and telephone, adjoining creamery, school site opposite property, new 4-roomed house, 3 in 11 paddocks, all sheep-proof fences. All in grass except 15 acres; about half the property ploughable. Will carry 2 to 2½ ewes to the acre with some cattle. Price £15 10s per acre. £3,000 to £4,000 down, balance at 5 to 5½ per cent. £8/17/1. 136 ACRES, freehold, 1 mile from Co-op. Cheese Factory, Post Office. Telephone, school, etc.; good dwelling-house, sheds, etc., all level land. Price £26 10s per acre. £500 cash down, balance 5 per cent. 72½ ACRES, freehold, 2 miles from Stratford P.O., etc., 1 mile from creamery, 1¼ from school, on metalled road, 5-roomed house with wash-house, 7-bail cowshed, trap shed, dairy, calf shed, etc. 11 paddocks, all in grass, 1 acre weather land. About 30 acres ploughed and ploughable; will carry 25 cows till the year round. Price £18 per acre. £350 cash, balance to be arranged. 310 ACRES, freehold, 10 acres 1 acre at 20s per annum. 2 miles from Co-op. Cheese Factory, Post Office, telephone, and school, etc., 6 or 7-roomed house and shed on the place. All felled except 40 acres, 25 acres stumped and ploughed. Price £12 per acre. Owner will take £100 cash, balance at 5 per cent. for 5 years, but think about £600 cash would do business. No. 135	[329, 320, 478, 532]
text-line: 100 2-tooth to f.f.m. ewes	[16, 532, 74, 539]
column-header: Lands for Sale	[629, 41, 773, 55]
text-line: 25 good early calves	[16, 252, 63, 259]
pongaroa-sale: Pongaroa Stock Sale. FRIDAY, APRIL 19th, 1907. At 1 o'clock. ABRAHAM & WILLIAMS, LTD., will sell as the above date- SHEEP- 350 sheep lambs 150 f.m. ewes 500 2-tooth ewes 100 2, 4 and 6-tooth fat and forward wethers CATTLE- 20 2-year steers, good	[172, 380, 320, 468]
text-line: HOUSE, 7 rooms, Dixon Street, nice section, water, drainage, gas, etc., and all modern conveniences. Price £485. Easy terms.	[629, 775, 773, 796]
text-line: CATTLE-	[172, 196, 195, 203]
text-line: No preliminary clipping of hair. Applied with an ordinary sheep branding iron-flat or round.	[782, 917, 933, 931]
text-line: Town and Country Properties	[493, 648, 559, 655]
six-desirable-properties: Six Desirable Properties. . . To Farmers- Read these properties, they are all bargains. If any of them suit you, write or call on us and we shall be pleased to supply you with full particulars. 426 Acres, sheep country, 9 miles from town. 380 acres grass, balance bush, 50 acres ploughable. Owner will guarantee it to carry 2½ sheep, well fenced and subdivided and watered, all fencing totara, whare. Only £6 per acre. Terms. 50 Acres, Masterton 2 miles, all in grass with the exception of 10 acres crop, the lot of land will grow anything. All ploughable. 7 paddocks. No buildings. Price, £30 per acre. 98 Acres, Dairy farm, close to creamery, school, P.O. and railway, 15 minutes walk; 6 roomed house, cowshed 10 bails, whare, loft, hayshed, good orchard and garden. Will carry 30 cows all the year. Price £17 per acre. Terms. 520 Acres, sheep country, 300 acres grass, balance bush. Carry 2 sheep besides cattle, 4 paddocks, well fenced and watered. Whare, 5 rooms. Price £7 10s per acre. Terms arranged. 530 Acres, 6 miles from town. All grass down, 200 acres ploughable. 10 paddocks well watered and fenced. Real good fattening country. Owner wintered 3 sheep last winter. Price £21 per acre. 990 Acres, sheep country, 170 acres bush, balance grass, small portion ploughable. Subdivided into 6 paddocks. Property now carrying 3,000 sheep, 100 head of cattle. 5 roomed whare and woolshed. Price £6 10s per acre. £1500 cash required.	[487, 41, 620, 313]
text-line: On a/c of the Maraetaha Est. Co., Akitio-20 3 and 4 year mares and geldings, by Wicklow, out of well-bred mares, suitable for hacks and carriage horses.	[16, 824, 158, 845]
text-line: 300 ewe lambs, good straight line	[16, 119, 92, 126]
text-line: Arrangements have been made for the establishment of CHEESE or BUTTER Factory on guarantee of certain number of cows.	[329, 277, 478, 298]
column-4	[483, 41, 625, 1749]
text-line: 72½ ACRES, freehold, 2 miles from Stratford P.O., etc., 1 mile from creamery, 1¼ from school, on metalled road, 5-roomed house with wash-house, 7-bail cowshed, trap shed, dairy, calf shed, etc. 11 paddocks, all in grass, 1 acre weather land. About 30 acres ploughed and ploughable; will carry 25 cows till the year round. Price £18 per acre. £350 cash, balance to be arranged.	[329, 434, 478, 476]
text-line: 250 lambs	[16, 133, 40, 140]
text-line: STATION Requisites at Lowest Rates, Full Stocks. Best brands Wines and Spirits. Cash buyers of Grain and Produce.	[16, 955, 158, 969]
text-line: 8 Sections, 1 acre each, Colombo. Price £280.	[788, 145, 891, 152]
levin-wool-sales: LEVIN & CO., Ltd. MASTERTON, WILL HOLD MONTHLY SALES of Wool, Skins, and Hides AT THEIR STORE, CHAPEL ST. The next sale will be held on WEDNESDAY, MAY 8th, 1907, AT 12.30 p.m. Entries can now be sent forward.	[172, 855, 320, 947]
waipoua-stock-sale: Masterton Stock Sale. WAIPOUA YARDS. WEDNESDAY, APRIL 10th, 1907. DALGETY & CO., LTD., will sell as above at 1 p.m.:- SHEEP- 1000 woolly lambs, straight line 100 s.m. ewes 88 lambs 180 breeding ewes 100 2-tooth wethers 200 forward 2-tooth ewes 100 2-tooth wethers 100 2-tooth Shropshire ewes 100 2-tooth to f.f.m. ewes 200 2 and 4-tooth wethers 300 2-tooth ewes 100 ewes CATTLE- 10 yearlings 3 forward cows 8 calves 60 calves 30 weaner calves H. R. WOOD, Auctioneer.	[16, 436, 163, 615]
masthead	[12, 10, 1102, 38]
text-line: Terms-10 per cent. deposit, 10 per cent. Twelve Months, 10 per cent. in two years. Balance 5 per cent. for Five Years from date of sale.	[329, 220, 478, 240]
ref-number: 369	[764, 744, 773, 751]
text-line: 8 2 year steers	[16, 410, 49, 417]
column-7	[938, 41, 1102, 1749]
text-line: 293 Acres, half a mile from creamery, store, P.O., and school, 3 miles from rural railway town by country road. All in grass, large flat, balance easy undulations; 5-roomed house, man's room, wash house, 2 large sheds, cowshed with concrete floor and L.K.G. milkers installed, 2 small orchards, 8 paddocks, good fences, everything in excellent order. Owner getting at half-rock price to effect quick sale on account of failing health. £22 per acre. Terms.	[329, 719, 478, 768]
text-line: 250 good lambs	[16, 347, 52, 354]
tiger-tea-notice: VERY comforting, invigorating, whole some, and appetising is "TIGER" TEA. After a hard and trying day a cup of it is worth a sovereign. It's so pure and good.	[16, 1069, 163, 1090]
text-line: 60 3 year steers, station line	[16, 231, 79, 238]
text-line: 3 forward cows	[16, 574, 51, 581]
dairy-farmers: Dairy Farmers. Two Cheap Properties. 293 Acres, half a mile from creamery, store, P.O., and school, 3 miles from rural railway town by country road. All in grass, large flat, balance easy undulations; 5-roomed house, man's room, wash house, 2 large sheds, cowshed with concrete floor and L.K.G. milkers installed, 2 small orchards, 8 paddocks, good fences, everything in excellent order. Owner getting at half-rock price to effect quick sale on account of failing health. £22 per acre. Terms. 100 Acres, only 1 mile from Taihape railway station, partly in the Borough, a splendid little property, all in grass (including portion just sown) but 20 acres, which is in bush. Good new fences, beautifully grassed. Practically suburban property. Should easily be worth £25 an acre in five years. Equally suitable for dairying or fruit growing on a large scale. £15 an acre; £1000 cash, balance 5 per cent for 3 years. R. Wilson and Co., Ltd., AGENTS, Taihape.	[329, 687, 478, 848]
masterton-sale: Masterton Stock Sale. WEDNESDAY, APRIL 17th, 1907. At 1 p.m. ABRAHAM & WILLIAMS, LTD., will sell at 1 p.m.- SHEEP- 200 2-tooth ewes 100 f.m. ewes 200 ewes in lamb 60 wethers 300 s.m. good shorn lambs CATTLE- 2 empty heifers 25 forward bullocks	[172, 468, 320, 570]
read-bros-ad: READ BROS. CENTRAL LAND AGENCY, WANGANUI THE TAGA LIQUID BRANDING FLUID. For Horses Sheep and Cattle. PERMANENT, PAINLESS, CHEAP, AND EASILY APPLIED. No preliminary clipping of hair. Applied with an ordinary sheep branding iron-flat or round. Simple and easy-no pain. A boy can use it. Why make the dumb beast suffer, when for less than a penny per brand you can mark TABA. BUY A TIN TO-DAY. A few notes after application all hair comes off the curb, the branded part being kept clear, distinct, and permanent mark. The composition can also be used to the dressing of old wounds, if applied any time up to the age of six weeks, it would so burn the skin that there is no fear of the brand growing, and lasts for life. Agents for Wairarapa-W.F.C.A.	[782, 854, 933, 1027]
text-line: No entries received after 8 noon on day of sale. Entrance fee 1s per head.	[16, 859, 158, 873]
text-line: 4 Acres, Makora Road, 1 mile from Masterton Post Office, 11 chains frontage, 5-roomed house, cow and trap shed, workshop and pig shed, watered by stream. Price £600 cash. Goodwill £100.	[629, 346, 773, 374]
pfa-sale: P.F.A. Fortnightly Sale. (Pahiatua). TUESDAY, APRIL 9th, 1907. At 1 p.m. ABRAHAM & WILLIAMS, LTD., will sell (for the Association) as above- SHEEP- 300 Romney Lincoln breeding ewes 300 good wethers 150 2-tooth ewes 100 mixed lambs 270 lambs 200 f.m. ewes 300 good breeding ewes 150 lambs 50 s.m. ewes 60 breeding ewes 20 2 and 4-tooth wethers 110 lambs CATTLE- 20 2½ year heifers 4 2½ year steers 25 18 months to 2½ year steers 20 good early calves mixed sexes, good line 24 2½ year bullocks 30 15-month steers 20 18-month steers 30 2½-year steers 25 30-month steers 10 weaners	[172, 58, 320, 286]
text-line: 220 Acres, 2½ miles from Taihape, all in grass except 10 acres, and half ploughable, excellent wire fences and permanent water supply. Nine 4-roomed house, scullery, dairy, storeroom, wash house, 1 acre garden, orchard, sheep-yards, etc. Good metal road. Tenure 75 acres L.I.P., rent £33 per annum. 147 acres F.H., can be purchased in 1907 at £2 19s 6d per acre. Goodwill £10 per acre.	[782, 798, 933, 840]
text-line: House, 6 rooms, bathroom, pantry, etc; built 1904; situate Beard's Estate; a nice property. £800. Terms.	[782, 153, 933, 167]
text-line: 8 hack and harness horses	[16, 852, 75, 859]
text-line: CATTLE-	[172, 448, 195, 455]
text-line: 300 lambs	[172, 354, 196, 361]
text-line: 990 Acres, sheep country, 170 acres bush, balance grass, small portion ploughable. Subdivided into 6 paddocks. Property now carrying 3,000 sheep, 100 head of cattle. 5 roomed whare and woolshed. Price £6 10s per acre. £1500 cash required.	[487, 271, 620, 306]
text-line: 15 Acres, Lansdowne, double tenement, two sewerage connections, 5 acre land, well improved. Property held on lease at 10s a week, with 15 years to run. Price, 6 Rooms. Cheap at £350.	[782, 318, 933, 339]
text-line: 6 Roomed house, Wrigley Street, wash-house, copper set in. ¼ acre land. All conveniences. A charming residence and a bargain.	[629, 398, 773, 419]
text-line: 6 Roomed house, Dixon Street, £425.	[635, 390, 720, 397]
text-line: 59 wethers	[16, 722, 41, 729]
eketahuna-stock-sale: Eketahuna Stock Sale. FRIDAY, APRIL 12th. THE NEW ZEALAND LOAN AND MERCANTILE AGENCY CO., LTD., will offer at their new yards:- SHEEP- 250 good lambs 35 lambs CATTLE- 81 18 months heifers 14 3 year steers 1 forward cow 23 2-year steers 25 3-year steers 4 springing heifers 8 2 year steers 11 calves DREYERIONS, Auctioneer.	[16, 306, 163, 436]
column-2	[168, 41, 325, 1749]
whishaw-ad: WHISHAW & Co. (Late Mackay & Whishaw). LAND, STOCK AND STATION AGENTS, Masterton & Wellington. MANAGED-W. M. WHISHAW. NOTE-Having made special arrangements, the firm are in a position to finance clients from £500 to £10,000 at 5 per cent. on good freehold security.	[629, 492, 773, 573]
text-line: On a/c of other breeders-	[16, 845, 72, 852]
text-line: 500 2-tooth ewes	[172, 435, 211, 442]
text-line: 19 SECTIONS for sale. Best position in Masterton, close to Railway Station. Price £105 each. Terms, 25 per cent deposit, balance in 3 years at 6 per cent interest.	[942, 180, 1098, 201]
text-line: Beard's Estate, Sections. Price £35 per section.	[635, 455, 740, 462]
text-line: TAIHAPE DISTRICT.	[788, 790, 840, 797]
text-line: 530 Acres, Wakanae, 340 in grass, 120 bush, 25 acres ploughable, well watered, low lying hills, well to the sun, splendid winter sheep country. Cottage, woolshed, yards, etc., close to school, creamery and station. Carrying at present 750 sheep and 17 head cattle. Good sheep farm. Price £6 10s per acre. Easy terms.	[629, 671, 773, 713]
text-line: The Orient Royal Mail Line, via Suez	[16, 1004, 101, 1011]
eketahuna-stock-sale-2: Eketahuna Stock Sale. FRIDAY, APRIL 12th, 1907. DALGETY & CO., LTD., will offer as above:- SHEEP- 50 lambs 59 wethers 100 lambs 60 4-tooth wethers 74 first-class lambs 30 fat ewes 80 lambs in wool 150 good lambs 19 18-month steers DALGETY & CO., LTD., Auctioneers.	[16, 682, 163, 791]
text-line: SHEEP-	[172, 105, 191, 112]
newspaper-title: THE WAIRARAPA AGE TUESDAY, APRIL 9, 1907.	[287, 10, 827, 35]
text-line: The River Flats are particularly good, being WARM, DRY, and WELL WATERED, and splendidly adapted for dairying and fattening.	[329, 198, 478, 219]
text-line: W. F. C. A. Ltd.,	[227, 785, 265, 792]
text-line: 30 2½-year steers	[172, 259, 212, 266]
text-line: 110 lambs	[172, 189, 195, 196]
text-line: 20 18-month steers	[172, 252, 215, 259]
column-1	[12, 41, 168, 1749]
imprint: Printed and published by ARTHUR GEORGE STURDY, registered at his registered printing office, Hall street, Masterton, County of Masterton, Provincial District of Wellington.	[942, 917, 1098, 938]
text-line: 1100 Acres, 27 miles from Masterton. Good 6 r.h., woolshed, etc. Price £1 per acre.	[629, 133, 773, 147]
text-line: ABRAHAM & WILLIAMS, LTD., will sell by public auction as above-	[172, 305, 318, 319]
text-line: 300 Acres, Upper Plain, Masterton, 100 freehold and 200 L.I.P. at 6s per acre rent, divided into 8 paddocks, 35 acres been ploughed, 1½ miles from factory, school, and post office, good 4-roomed cottage, dairy, cowshed, wash-house with copper set in, and sheep yards, all built of totara; good orchard, with macrocarpa hedges around the house. Price £4,350 the lot; £550 cash wanted.	[172, 641, 320, 690]
text-line: 20 2-year steers, good	[172, 455, 222, 462]
text-line: 23 2-year steers	[16, 389, 52, 396]
text-line: 7 Roomed House, bathroom, pantry and scullery, cellar. Wash house with copper and tubs set in. Stable and fowl house. Over ¼ acre of land with nearly two chains frontage. Ground nicely laid out. Situate near station. A fine property, rooms all large and lofty. Sewage and every convenience. £800. Terms.	[782, 340, 933, 375]
keeling-anketell-ad: KEELING & ANKETELL, LIMITED, SEED, GRAIN & PRODUCE MERCHANTS. Agricultural Contractors. WE Contract for- Threshing, Chaffcutting, Stump-pressing & Haymaking. IN STOCK- Grass Seed, Binder Twines, Oils, Oats, Chaff, Baled Hay, Tea, etc., etc. AGENTS FOR- Atlas Fire Insurance Office. Keeling & Anketell, LIMITED, Queen Street, Masterton.	[942, 799, 1098, 917]
text-line: Leaves Eketahuna 2.30 p.m. arrives 4.30 p.m.	[172, 988, 275, 995]
text-line: 426 Acres, sheep country, 9 miles from town. 380 acres grass, balance bush, 50 acres ploughable. Owner will guarantee it to carry 2½ sheep, well fenced and subdivided and watered, all fencing totara, whare. Only £6 per acre. Terms.	[487, 120, 620, 154]
text-line: DALGETY & CO., LTD., MASTERTON	[199, 771, 293, 778]
text-line: WILL HOLD MONTHLY SALES of	[172, 884, 256, 891]
column-6	[778, 41, 938, 1749]
text-line: 2 Acres, 4-roomed cottage, cowshed, etc., 1½ miles from Masterton. Price £300.	[629, 375, 773, 389]
text-line: 200 ewes in lamb	[172, 522, 212, 529]
column-header: Auctioneer's Notices.	[16, 41, 163, 55]
text-line: 100 mixed lambs	[172, 133, 211, 140]
text-line: SHEEP-	[16, 469, 35, 476]
united-insurance-ad: THE UNITED INSURANCE COMPANY, Ltd. FIRE AND MARINE. Head Office, Sydney. Incorporated 1862. Capital £500,000 N.Z. Branch: PRINCIPAL OFFICE-WELLINGTON. N. Reid (Chairman), M. Kennedy, and R. O'Connor JAS. S. JAMIESON Resident Secretary W. H. CRUICKSHANK, Agent, Perry Street, Masterton.	[942, 279, 1098, 384]
text-line: 15 good weaner calves	[16, 273, 68, 280]
chennells-ad: W. B. CHENNELLS & Co. Auctioneers, LAND, ESTATE AND FINANCIAL AGENTS. Large Sums of Money Available for Investment. Early Application Necessary. VALUATIONS MADE. FOR SALE 2 Sections of 1 acre each, 1½ miles from P.O., £87 per section. Splendid land. 2 Roods 11 perches, corner section, Coles' Estate. Splendid position. £275. 8 Sections, 1 acre each, Colombo. Price £280. House, 6 rooms, bathroom, pantry, etc; built 1904; situate Beard's Estate; a nice property. £800. Terms. 220 Acres, Mangaone, 4 miles from Eketahuna, all grassed and well fenced. 11-r house, woolshed, trapshed, cowshed, whare, etc. Income £1,150 per year. £8 5s per acre. This is undulating and hilly, of first-class quality. Price for owner's interest £2950; £900 down, balance at 5 per cent. for a term to be arranged. 790 Acres, Pahiatua, all rich low lying land, well grassed, divided into 14 paddocks, all sheep proof, 8 houses and outbuildings; near station and township. £13 10s per acre. 4655 Acres, South Island, situate 12 miles from freezing works. About 1000 acres been ploughed, over 2,000 acres ploughable, balance, low-lying easy hills. All grassed and well watered. A large quantity of flax on the estate which will be cutting out. Good houses of 7 and 5 rooms also 2 small cottages, good shearing shed, large stables, implement shed, cowshed, etc. Land produces as much as 60 bushels of oats per acre. Price only £3 10s per acre; £5000 cash remains at 4½%. CARTERTON. 11 roomed house and bathroom, hot and cold water laid on. All outside conveniences, loose box, feed room, wood shed, trap shed, P.W.C., and ½ acre land in Main Street, Carterton. £1000. Would exchange for property in Masterton. Terms arranged. 15 Acres, Lansdowne, double tenement, two sewerage connections, 5 acre land, well improved. Property held on lease at 10s a week, with 15 years to run. Price, 6 Rooms. Cheap at £350. 7 Roomed House, bathroom, pantry and scullery, cellar. Wash house with copper and tubs set in. Stable and fowl house. Over ¼ acre of land with nearly two chains frontage. Ground nicely laid out. Situate near station. A fine property, rooms all large and lofty. Sewage and every convenience. £800. Terms. 6 Roomed House, Villa Street, let to good tenant at 10s week. Price £325. Cheap. Section, 47ft frontage to Chapel Street. A fine building site, close to the Club. £180. 14½ Acres, near Eardington station, cottage and shed. Make a splendid poultry farm. Well fenced and watered. For absolute sale as owner cannot work. Land adjoining valued at £32 per acre. Price £1050 on terms, or will lease with C. P. Clause if deposit paid. £250.	[782, 41, 933, 447]
text-line: 50 Acres, Masterton 2 miles, all in grass with the exception of 10 acres crop, the lot of land will grow anything. All ploughable. 7 paddocks. No buildings. Price, £30 per acre.	[487, 155, 620, 183]
text-line: SHEEP-	[16, 340, 35, 347]
